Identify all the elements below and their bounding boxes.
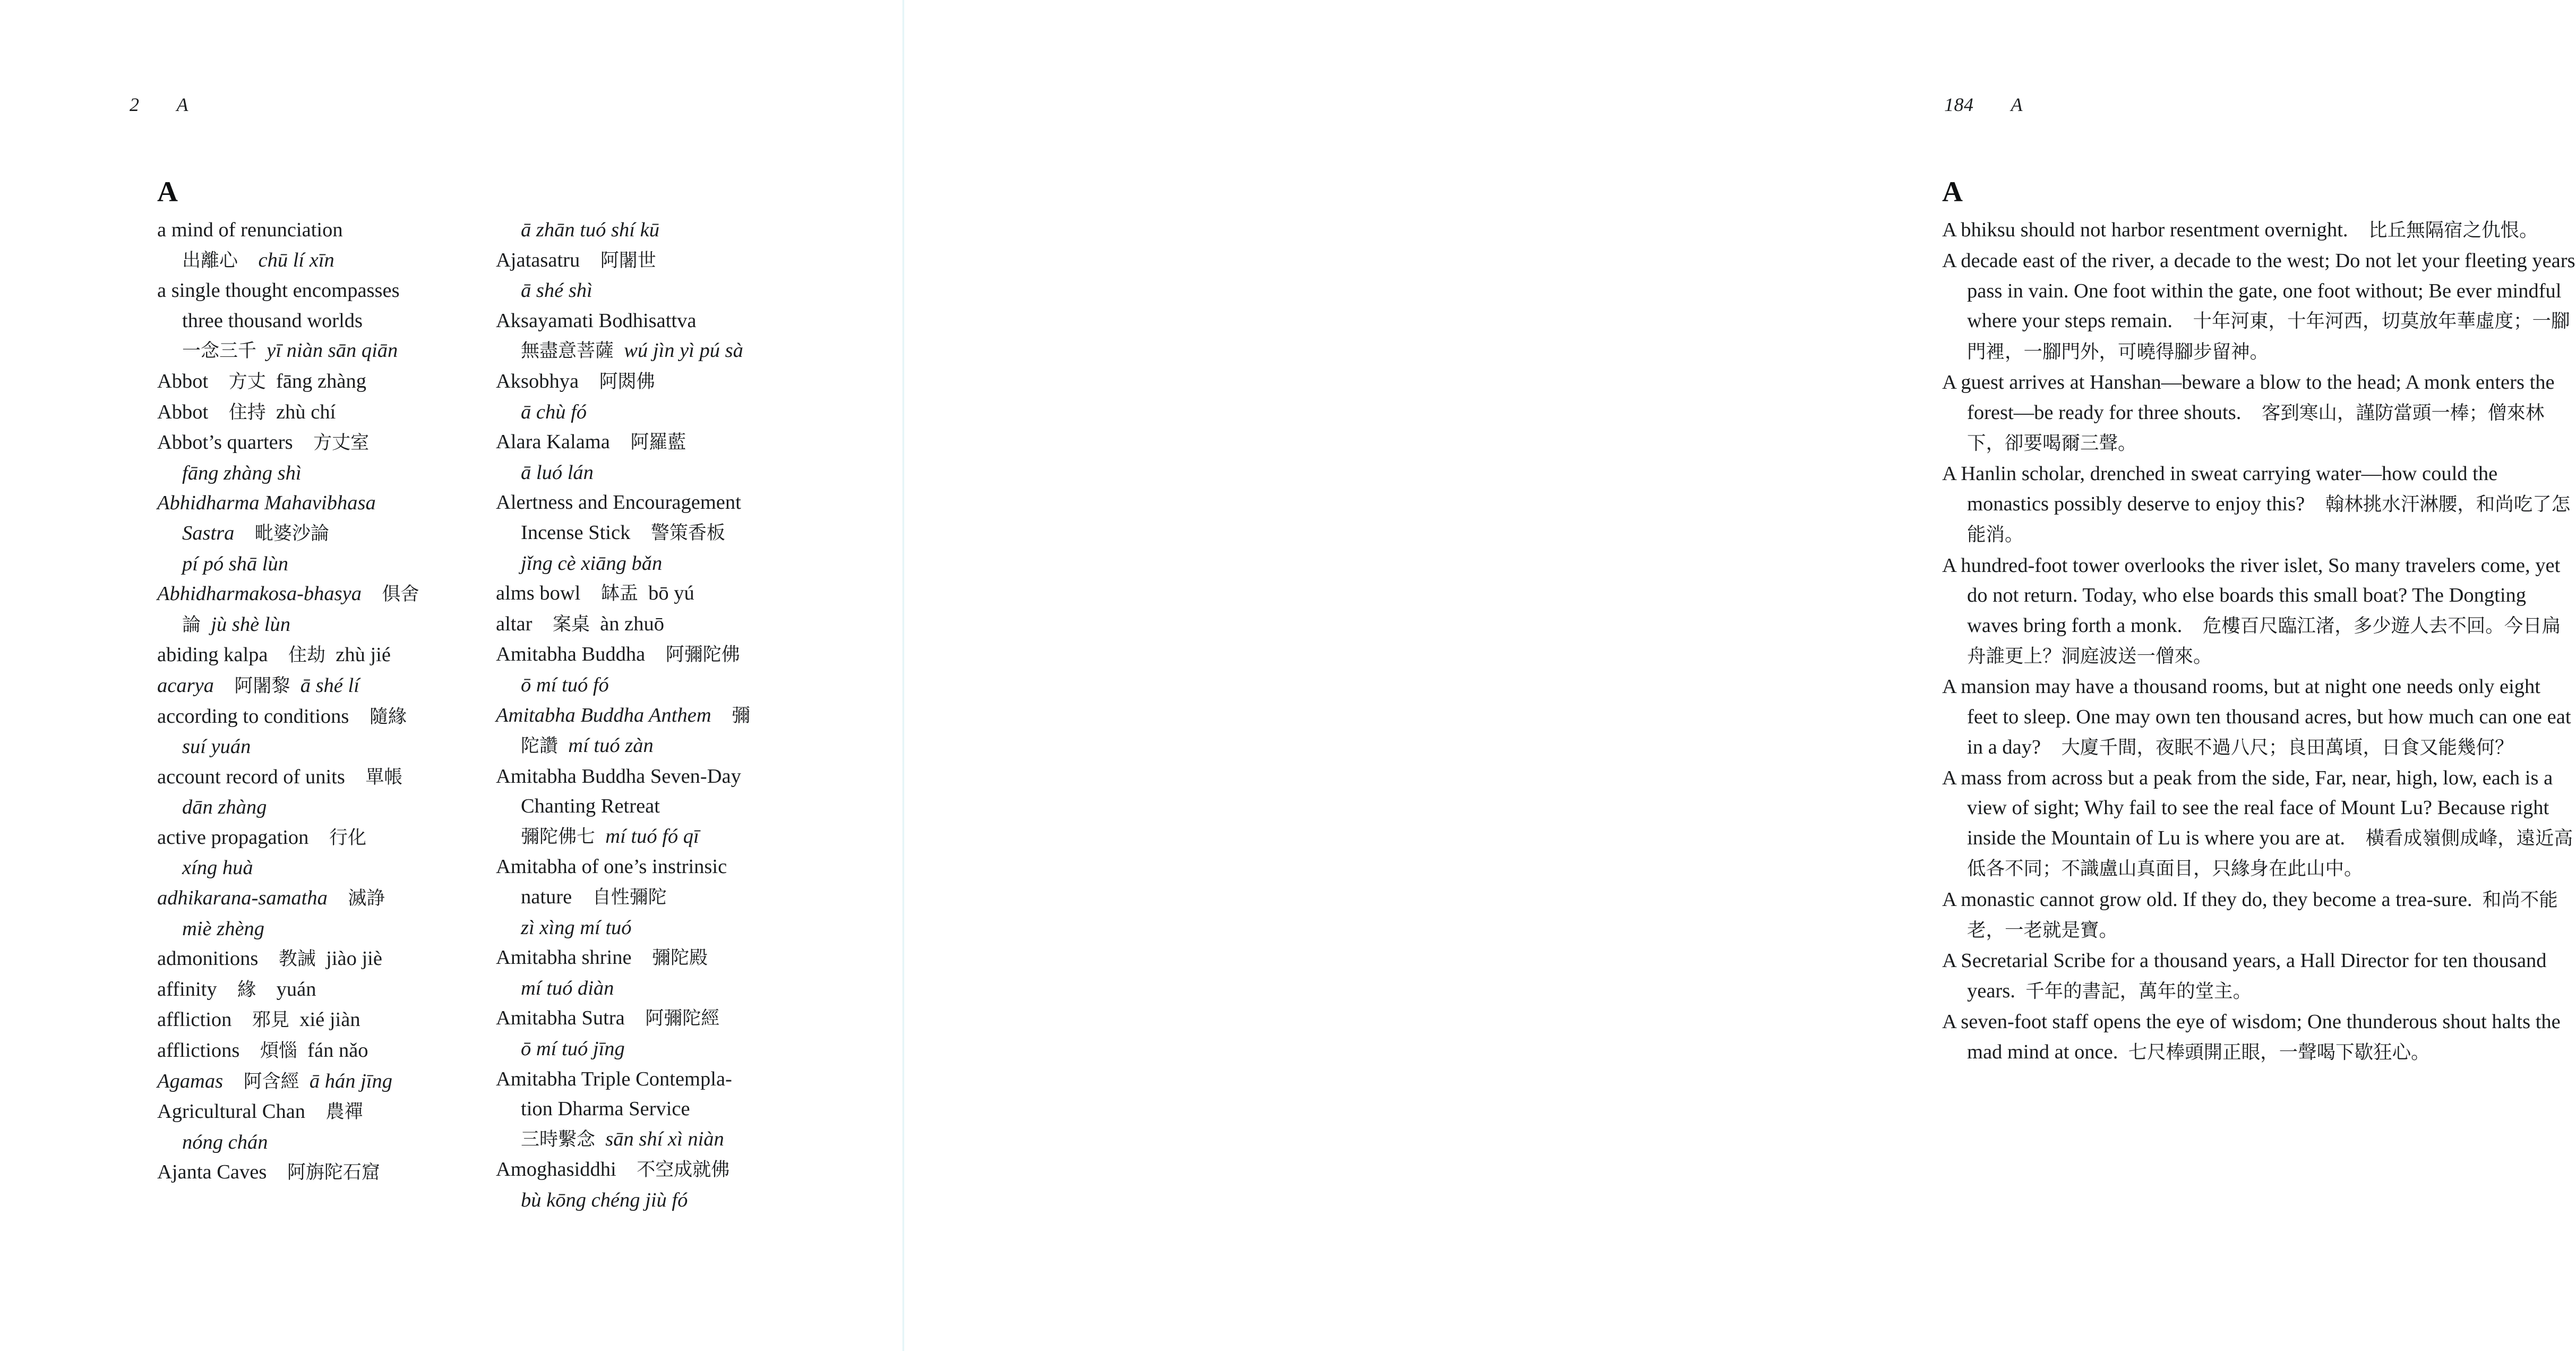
glossary-line: ō mí tuó fó — [521, 673, 609, 696]
left-page — [0, 0, 903, 1351]
glossary-line: Amoghasiddhi 不空成就佛 — [496, 1158, 730, 1181]
phrase-entry: A Hanlin scholar, drenched in sweat carrying water—how could the monastics possibly deserve to enjoy this? 翰林挑水汗淋腰，和尚吃了怎能消。 — [1942, 463, 2571, 546]
glossary-line: Abhidharmakosa-bhasya 俱舍 — [157, 583, 419, 605]
glossary-line: active propagation 行化 — [157, 826, 366, 849]
right-section-letter-heading: A — [1942, 176, 1963, 208]
glossary-line: admonitions 教誡 jiào jiè — [157, 947, 382, 970]
glossary-column-1 — [157, 215, 481, 1216]
glossary-line: 三時繫念 sān shí xì niàn — [521, 1127, 724, 1150]
glossary-line: abiding kalpa 住劫 zhù jié — [157, 644, 391, 666]
glossary-line: xíng huà — [182, 857, 253, 879]
glossary-line: ā zhān tuó shí kū — [521, 219, 659, 241]
glossary-line: ā luó lán — [521, 461, 594, 484]
glossary-line: affliction 邪見 xié jiàn — [157, 1008, 360, 1031]
glossary-line: 彌陀佛七 mí tuó fó qī — [521, 825, 699, 848]
glossary-line: jǐng cè xiāng bǎn — [521, 552, 663, 575]
glossary-line: acarya 阿闍黎 ā shé lí — [157, 674, 359, 697]
left-folio-number: 2 — [130, 94, 140, 115]
glossary-line: Amitabha Triple Contempla- — [496, 1067, 732, 1090]
glossary-line: a single thought encompasses — [157, 279, 400, 302]
glossary-line: Abbot’s quarters 方丈室 — [157, 431, 370, 454]
glossary-line: three thousand worlds — [182, 309, 363, 332]
glossary-line: Amitabha Sutra 阿彌陀經 — [496, 1007, 720, 1030]
glossary-line: adhikarana-samatha 滅諍 — [157, 887, 385, 910]
glossary-line: 無盡意菩薩 wú jìn yì pú sà — [521, 339, 743, 362]
phrase-entry: A mass from across but a peak from the side, Far, near, high, low, each is a view of sight; Why fail to see the real face of Mount Lu? Because right inside the Mountain of Lu is where you are at. 橫看成嶺側成峰，遠近高低各不同；不識盧山真面目，只緣身在此山中。 — [1942, 766, 2573, 880]
glossary-line: Alertness and Encouragement — [496, 491, 741, 514]
glossary-line: Abbot 方丈 fāng zhàng — [157, 370, 366, 392]
phrase-entry: A seven-foot staff opens the eye of wisdom; One thunderous shout halts the mad mind at once. 七尺棒頭開正眼，一聲喝下歇狂心。 — [1942, 1010, 2566, 1063]
phrase-entry-list — [1942, 215, 2576, 1068]
glossary-line: account record of units 單帳 — [157, 765, 403, 788]
glossary-line: afflictions 煩惱 fán nǎo — [157, 1039, 368, 1062]
phrase-entry: A decade east of the river, a decade to the west; Do not let your fleeting years pass in vain. One foot within the gate, one foot without; Be ever mindful where your steps remain. 十年河東，十年河西，切莫放年華虛度；一腳門裡，一腳門外，可曉得腳步留神。 — [1942, 250, 2575, 363]
glossary-line: Alara Kalama 阿羅藍 — [496, 431, 686, 454]
glossary-line: Aksayamati Bodhisattva — [496, 309, 697, 332]
glossary-line: Amitabha Buddha Seven-Day — [496, 765, 741, 788]
glossary-line: fāng zhàng shì — [182, 461, 302, 484]
left-folio-letter: A — [176, 94, 188, 115]
glossary-line: miè zhèng — [182, 917, 265, 940]
glossary-line: affinity 緣 yuán — [157, 978, 316, 1001]
glossary-line: ā chù fó — [521, 400, 587, 423]
phrase-entry: A Secretarial Scribe for a thousand years, a Hall Director for ten thousand years. 千年的書記，萬年的堂主。 — [1942, 950, 2552, 1002]
glossary-line: alms bowl 缽盂 bō yú — [496, 582, 694, 605]
glossary-line: pí pó shā lùn — [182, 552, 289, 575]
phrase-entry: A mansion may have a thousand rooms, but at night one needs only eight feet to sleep. One may own ten thousand acres, but how much can one eat in a day? 大廈千間，夜眠不過八尺；良田萬頃，日食又能幾何？ — [1942, 676, 2576, 758]
glossary-line: Ajatasatru 阿闍世 — [496, 249, 656, 271]
glossary-line: 出離心 chū lí xīn — [182, 249, 334, 271]
right-page-folio — [1944, 93, 2023, 116]
glossary-line: nóng chán — [182, 1131, 268, 1153]
left-page-folio — [130, 93, 188, 116]
glossary-line: Abhidharma Mahavibhasa — [157, 492, 376, 515]
glossary-line: zì xìng mí tuó — [521, 916, 632, 939]
right-folio-number: 184 — [1944, 94, 1974, 115]
phrase-entry: A guest arrives at Hanshan—beware a blow to the head; A monk enters the forest—be ready for three shouts. 客到寒山，謹防當頭一棒；僧來林下，卻要喝爾三聲。 — [1942, 371, 2560, 455]
glossary-line: nature 自性彌陀 — [521, 886, 667, 909]
glossary-line: 一念三千 yī niàn sān qiān — [182, 339, 398, 362]
glossary-line: mí tuó diàn — [521, 977, 614, 999]
phrase-entry: A hundred-foot tower overlooks the river islet, So many travelers come, yet do not return. Today, who else boards this small boat? The Dongting waves bring forth a monk. 危樓百尺臨江渚，多少遊人去不回。今日扁舟誰更上？洞庭波送一僧來。 — [1942, 554, 2565, 668]
left-section-letter-heading: A — [157, 176, 178, 208]
glossary-line: Agricultural Chan 農禪 — [157, 1100, 363, 1123]
glossary-line: 陀讚 mí tuó zàn — [521, 734, 654, 757]
glossary-line: Ajanta Caves 阿旃陀石窟 — [157, 1161, 380, 1184]
glossary-line: Sastra 毗婆沙論 — [182, 521, 329, 544]
glossary-line: Amitabha Buddha 阿彌陀佛 — [496, 643, 740, 666]
glossary-line: Amitabha Buddha Anthem 彌 — [496, 704, 751, 726]
glossary-line: tion Dharma Service — [521, 1098, 690, 1121]
glossary-line: bù kōng chéng jiù fó — [521, 1189, 688, 1211]
glossary-line: Incense Stick 警策香板 — [521, 521, 725, 544]
glossary-line: ō mí tuó jīng — [521, 1038, 625, 1061]
right-page — [903, 0, 2576, 1351]
phrase-entry: A monastic cannot grow old. If they do, they become a trea-sure. 和尚不能老，一老就是寶。 — [1942, 888, 2558, 942]
phrase-entry: A bhiksu should not harbor resentment overnight. 比丘無隔宿之仇恨。 — [1942, 219, 2538, 241]
glossary-column-2 — [496, 215, 820, 1216]
glossary-line: Amitabha of one’s instrinsic — [496, 856, 727, 878]
glossary-line: Amitabha shrine 彌陀殿 — [496, 946, 708, 969]
glossary-line: Agamas 阿含經 ā hán jīng — [157, 1070, 392, 1092]
glossary-line: dān zhàng — [182, 796, 267, 819]
glossary-line: Chanting Retreat — [521, 795, 660, 818]
glossary-line: Abbot 住持 zhù chí — [157, 400, 336, 423]
glossary-line: a mind of renunciation — [157, 219, 343, 241]
glossary-line: according to conditions 隨緣 — [157, 705, 407, 728]
glossary-line: ā shé shì — [521, 279, 593, 302]
glossary-line: Aksobhya 阿閦佛 — [496, 370, 655, 392]
right-folio-letter: A — [2011, 94, 2023, 115]
glossary-line: 論 jù shè lùn — [182, 613, 290, 636]
glossary-columns — [157, 215, 821, 1216]
glossary-line: suí yuán — [182, 736, 251, 758]
glossary-line: altar 案桌 àn zhuō — [496, 612, 664, 635]
